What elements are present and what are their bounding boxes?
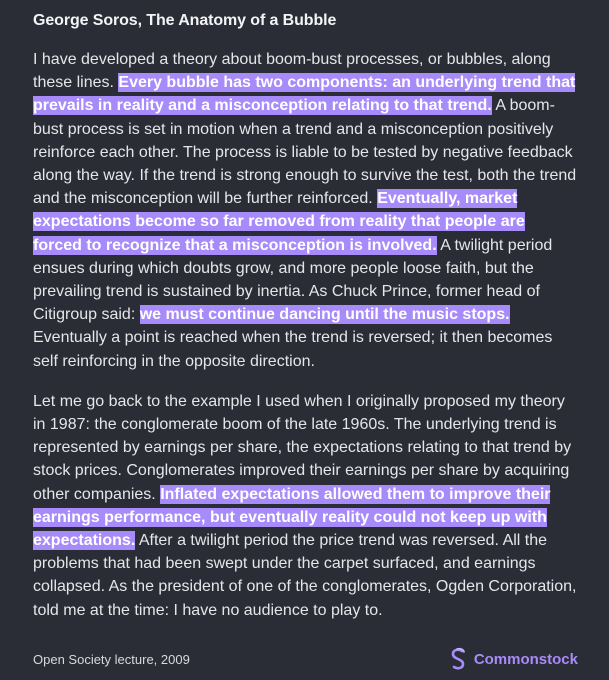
highlight-4: Inflated expectations allowed them to improve their earnings performance, but eventually reality could not keep up with expectations.	[33, 485, 551, 550]
brand-name: Commonstock	[473, 650, 578, 668]
paragraph-1-text-2: A boom-bust process is set in motion when a trend and a misconception positively reinforce each other. The process is liable to be tested by negative feedback along the way. If the trend is strong enough to survive the test, both the trend and the misconception will be further reinforced.	[33, 97, 577, 208]
paragraph-2	[33, 390, 577, 622]
paragraph-1	[33, 48, 577, 373]
paragraph-2-text-1: Let me go back to the example I used when I originally proposed my theory in 1987: the conglomerate boom of the late 1960s. The underlying trend is represented by earnings per share, the expectations relating to that trend by stock prices. Conglomerates improved their earnings per share by acquiring other companies.	[33, 392, 572, 503]
paragraph-1-text-3: A twilight period ensues during which doubts grow, and more people loose faith, but the prevailing trend is sustained by inertia. As Chuck Prince, former head of Citigroup said:	[33, 236, 553, 324]
highlight-2: Eventually, market expectations become so far removed from reality that people are forced to recognize that a misconception is involved.	[33, 190, 525, 254]
paragraph-1-text-4: Eventually a point is reached when the trend is reversed; it then becomes self reinforcing in the opposite direction.	[33, 329, 553, 370]
highlight-3: we must continue dancing until the music stops.	[139, 306, 510, 324]
source-caption: Open Society lecture, 2009	[33, 651, 190, 667]
paragraph-2-text-2: After a twilight period the price trend was reversed. All the problems that had been swept under the carpet surfaced, and earnings collapsed. As the president of one of the conglomerates, Ogden Corporation, told me at the time: I have no audience to play to.	[33, 532, 577, 619]
footer	[33, 646, 578, 672]
highlight-1: Every bubble has two components: an underlying trend that prevails in reality and a misconception relating to that trend.	[33, 74, 576, 115]
brand-link[interactable]	[448, 647, 578, 671]
commonstock-logo-icon	[448, 647, 468, 671]
quote-title: George Soros, The Anatomy of a Bubble	[33, 12, 337, 29]
paragraph-1-text-1: I have developed a theory about boom-bust processes, or bubbles, along these lines.	[33, 51, 551, 92]
